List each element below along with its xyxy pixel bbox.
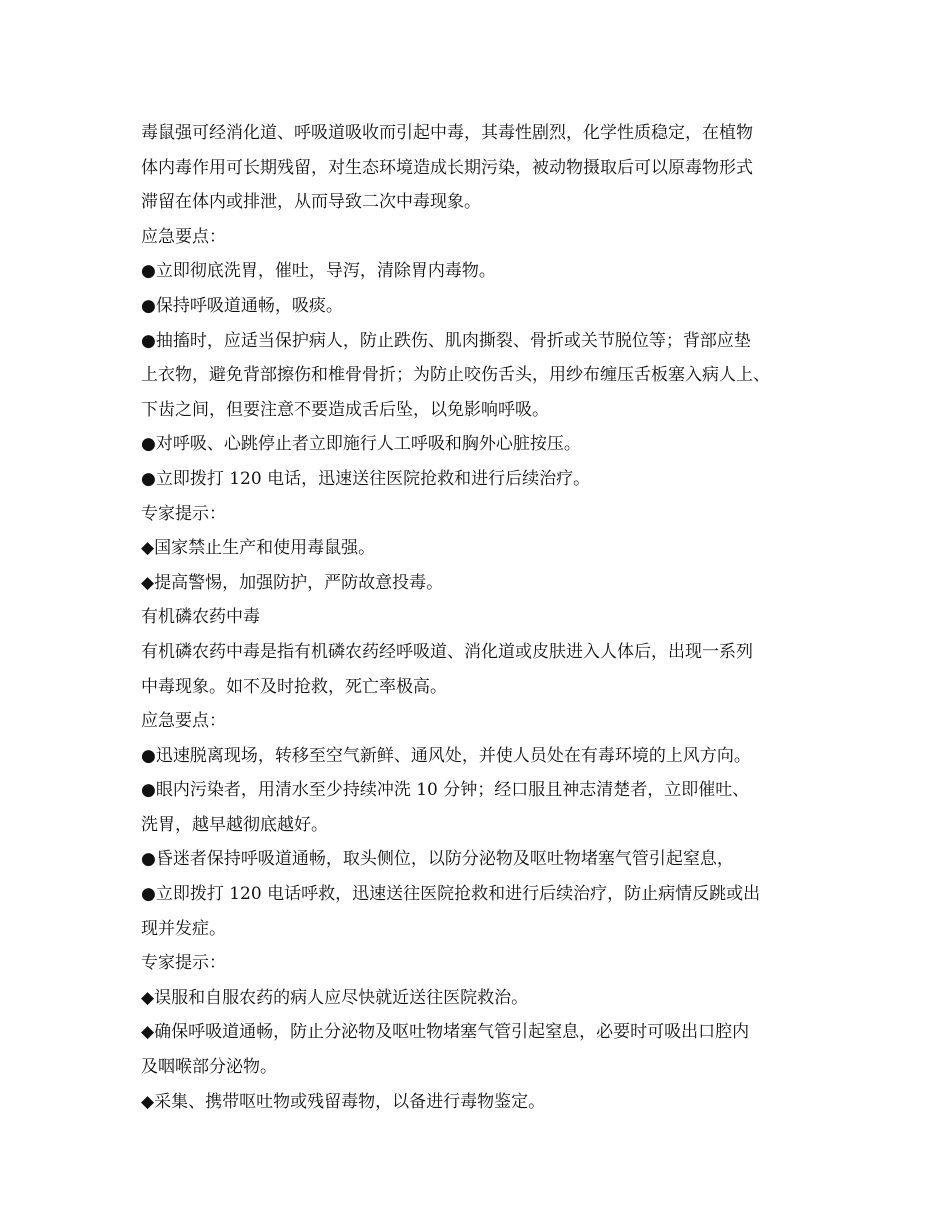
tip-item-continuation: 及咽喉部分泌物。 [141, 1057, 277, 1078]
section-title: 有机磷农药中毒 [141, 607, 260, 628]
bullet-item: ●抽搐时，应适当保护病人，防止跌伤、肌肉撕裂、骨折或关节脱位等；背部应垫 [141, 330, 751, 351]
tip-item: ◆提高警惕，加强防护，严防故意投毒。 [141, 572, 444, 593]
bullet-item: ●对呼吸、心跳停止者立即施行人工呼吸和胸外心脏按压。 [141, 434, 581, 455]
bullet-item-continuation: 现并发症。 [141, 918, 226, 939]
section-heading: 专家提示： [141, 953, 226, 974]
bullet-item: ●保持呼吸道通畅，吸痰。 [141, 295, 343, 316]
bullet-item-continuation: 上衣物，避免背部擦伤和椎骨骨折；为防止咬伤舌头，用纱布缠压舌板塞入病人上、 [141, 365, 770, 386]
bullet-item-continuation: 洗胃，越早越彻底越好。 [141, 814, 328, 835]
document-body [141, 116, 831, 1119]
bullet-item-continuation: 下齿之间，但要注意不要造成舌后坠，以免影响呼吸。 [141, 399, 549, 420]
bullet-item: ●立即拨打 120 电话呼救，迅速送往医院抢救和进行后续治疗，防止病情反跳或出 [141, 884, 761, 905]
paragraph-line: 毒鼠强可经消化道、呼吸道吸收而引起中毒，其毒性剧烈，化学性质稳定，在植物 [141, 123, 753, 143]
bullet-item: ●立即彻底洗胃，催吐，导泻，清除胃内毒物。 [141, 261, 496, 282]
bullet-item: ●立即拨打 120 电话，迅速送往医院抢救和进行后续治疗。 [141, 468, 591, 489]
bullet-item: ●眼内污染者，用清水至少持续冲洗 10 分钟；经口服且神志清楚者，立即催吐、 [141, 780, 750, 801]
tip-item: ◆误服和自服农药的病人应尽快就近送往医院救治。 [141, 987, 529, 1008]
bullet-item: ●迅速脱离现场，转移至空气新鲜、通风处，并使人员处在有毒环境的上风方向。 [141, 745, 751, 766]
section-heading: 应急要点： [141, 226, 226, 247]
paragraph-line: 有机磷农药中毒是指有机磷农药经呼吸道、消化道或皮肤进入人体后，出现一系列 [141, 641, 753, 662]
paragraph-line: 中毒现象。如不及时抢救，死亡率极高。 [141, 676, 447, 697]
tip-item: ◆国家禁止生产和使用毒鼠强。 [141, 538, 376, 559]
bullet-item: ●昏迷者保持呼吸道通畅，取头侧位，以防分泌物及呕吐物堵塞气管引起窒息， [141, 849, 734, 870]
tip-item: ◆确保呼吸道通畅，防止分泌物及呕吐物堵塞气管引起窒息，必要时可吸出口腔内 [141, 1022, 750, 1043]
paragraph-line: 体内毒作用可长期残留，对生态环境造成长期污染，被动物摄取后可以原毒物形式 [141, 157, 753, 178]
paragraph-line: 滞留在体内或排泄，从而导致二次中毒现象。 [141, 192, 481, 213]
tip-item: ◆采集、携带呕吐物或残留毒物，以备进行毒物鉴定。 [141, 1091, 546, 1112]
section-heading: 应急要点： [141, 711, 226, 732]
section-heading: 专家提示： [141, 503, 226, 524]
